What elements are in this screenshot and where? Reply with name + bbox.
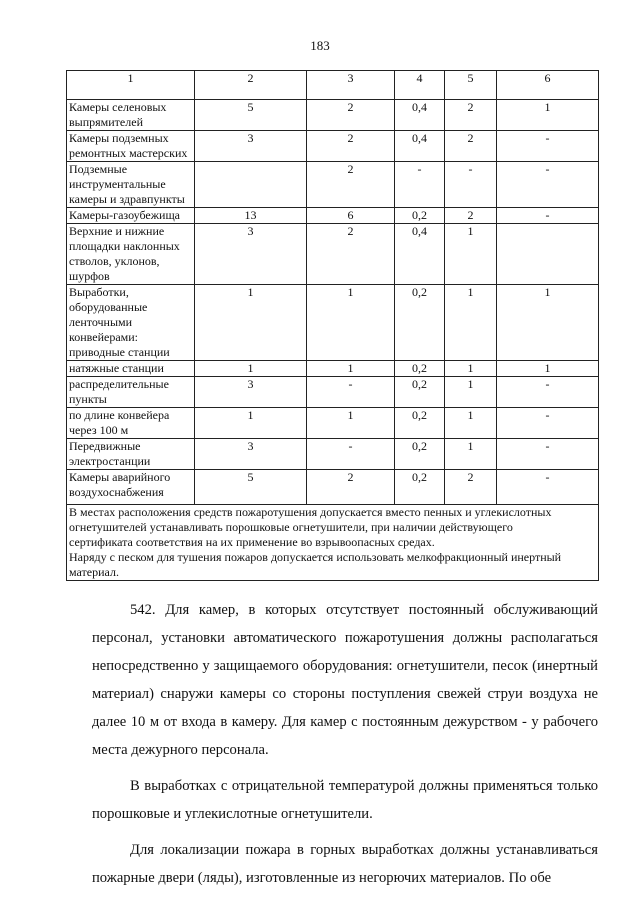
table-row [67,224,599,285]
value-cell: 0,4 [395,224,445,285]
row-name-line: по длине конвейера [69,408,170,422]
value-cell: 0,4 [395,131,445,162]
header-cell: 4 [395,71,445,100]
note-line: огнетушителей устанавливать порошковые огнетушители, при наличии действующего [69,520,513,534]
value-cell: 0,2 [395,439,445,470]
row-name-line: воздухоснабжения [69,485,164,499]
row-name-line: ленточными [69,315,133,329]
value-cell: 0,2 [395,208,445,224]
value-cell: 0,2 [395,470,445,505]
row-name-line: Камеры подземных [69,131,169,145]
value-cell: 3 [195,131,307,162]
value-cell: - [395,162,445,208]
table-note-row [67,505,599,581]
table-row [67,377,599,408]
extinguisher-norms-table [66,70,599,581]
value-cell: 0,2 [395,377,445,408]
value-cell [195,162,307,208]
note-line: материал. [69,565,119,579]
header-cell: 3 [307,71,395,100]
table-row [67,470,599,505]
row-name-line: Выработки, [69,285,129,299]
value-cell: 0,4 [395,100,445,131]
value-cell: 1 [445,408,497,439]
value-cell: 1 [195,361,307,377]
value-cell: - [497,439,599,470]
value-cell: 2 [445,208,497,224]
value-cell: - [307,439,395,470]
value-cell: - [445,162,497,208]
value-cell: 2 [307,470,395,505]
row-name-cell [67,408,195,439]
value-cell: 0,2 [395,408,445,439]
value-cell: 2 [307,100,395,131]
row-name-line: электростанции [69,454,151,468]
header-cell: 1 [67,71,195,100]
row-name-line: Камеры селеновых [69,100,167,114]
value-cell: 1 [307,285,395,361]
row-name-line: инструментальные [69,177,166,191]
row-name-line: Верхние и нижние [69,224,165,238]
body-text [92,596,598,892]
header-cell: 2 [195,71,307,100]
value-cell: 1 [497,100,599,131]
value-cell: 2 [307,224,395,285]
row-name-line: оборудованные [69,300,148,314]
value-cell: 2 [445,100,497,131]
value-cell: 1 [497,285,599,361]
row-name-line: площадки наклонных [69,239,180,253]
value-cell: 0,2 [395,285,445,361]
row-name-cell [67,162,195,208]
value-cell: - [497,131,599,162]
value-cell: 1 [307,361,395,377]
value-cell: 2 [445,470,497,505]
value-cell: 6 [307,208,395,224]
value-cell: 1 [445,377,497,408]
value-cell: 1 [445,361,497,377]
value-cell: - [497,208,599,224]
value-cell: - [307,377,395,408]
table-row [67,361,599,377]
value-cell: 0,2 [395,361,445,377]
row-name-cell [67,439,195,470]
row-name-line: Подземные [69,162,128,176]
value-cell [497,224,599,285]
value-cell: 13 [195,208,307,224]
value-cell: 1 [307,408,395,439]
value-cell: 2 [307,131,395,162]
header-cell: 6 [497,71,599,100]
value-cell: - [497,377,599,408]
value-cell: 3 [195,439,307,470]
row-name-line: приводные станции [69,345,170,359]
value-cell: 1 [195,408,307,439]
value-cell: 1 [445,224,497,285]
row-name-cell [67,100,195,131]
row-name-line: натяжные станции [69,361,164,375]
row-name-line: через 100 м [69,423,129,437]
table-row [67,439,599,470]
row-name-cell [67,285,195,361]
table-row [67,408,599,439]
row-name-cell [67,470,195,505]
row-name-line: Камеры аварийного [69,470,171,484]
value-cell: 1 [445,285,497,361]
note-line: В местах расположения средств пожаротушения допускается вместо пенных и углекислотных [69,505,552,519]
row-name-line: шурфов [69,269,110,283]
value-cell: - [497,470,599,505]
value-cell: 5 [195,470,307,505]
row-name-line: распределительные [69,377,169,391]
paragraph: В выработках с отрицательной температурой должны применяться только порошковые и углекислотные огнетушители. [92,778,598,822]
table-row [67,285,599,361]
table-header-row [67,71,599,100]
paragraph: Для локализации пожара в горных выработках должны устанавливаться пожарные двери (ляды), изготовленные из негорючих материалов. По обе [92,842,598,886]
value-cell: 1 [195,285,307,361]
table-row [67,162,599,208]
value-cell: 1 [445,439,497,470]
value-cell: 2 [307,162,395,208]
row-name-line: ремонтных мастерских [69,146,188,160]
value-cell: 1 [497,361,599,377]
row-name-cell [67,131,195,162]
page-number: 183 [310,38,330,53]
row-name-cell [67,377,195,408]
note-line: Наряду с песком для тушения пожаров допускается использовать мелкофракционный инертный [69,550,562,564]
value-cell: 3 [195,377,307,408]
row-name-line: камеры и здравпункты [69,192,185,206]
value-cell: - [497,162,599,208]
row-name-line: выпрямителей [69,115,143,129]
paragraph-542: 542. Для камер, в которых отсутствует постоянный обслуживающий персонал, установки автоматического пожаротушения должны располагаться непосредственно у защищаемого оборудования: огнетушители, песок (инертный материал) снаружи камеры со стороны поступления свежей струи воздуха не далее 10 м от входа в камеру. Для камер с постоянным дежурством - у рабочего места дежурного персонала. [92,602,598,758]
value-cell: 3 [195,224,307,285]
row-name-cell [67,208,195,224]
table-note [67,505,599,581]
table-row [67,131,599,162]
row-name-line: конвейерами: [69,330,138,344]
value-cell: 5 [195,100,307,131]
header-cell: 5 [445,71,497,100]
table-row [67,100,599,131]
value-cell: 2 [445,131,497,162]
row-name-cell [67,361,195,377]
row-name-line: стволов, уклонов, [69,254,160,268]
row-name-line: Камеры-газоубежища [69,208,181,222]
row-name-line: пункты [69,392,107,406]
row-name-line: Передвижные [69,439,141,453]
note-line: сертификата соответствия на их применение во взрывоопасных средах. [69,535,435,549]
value-cell: - [497,408,599,439]
row-name-cell [67,224,195,285]
table-row [67,208,599,224]
